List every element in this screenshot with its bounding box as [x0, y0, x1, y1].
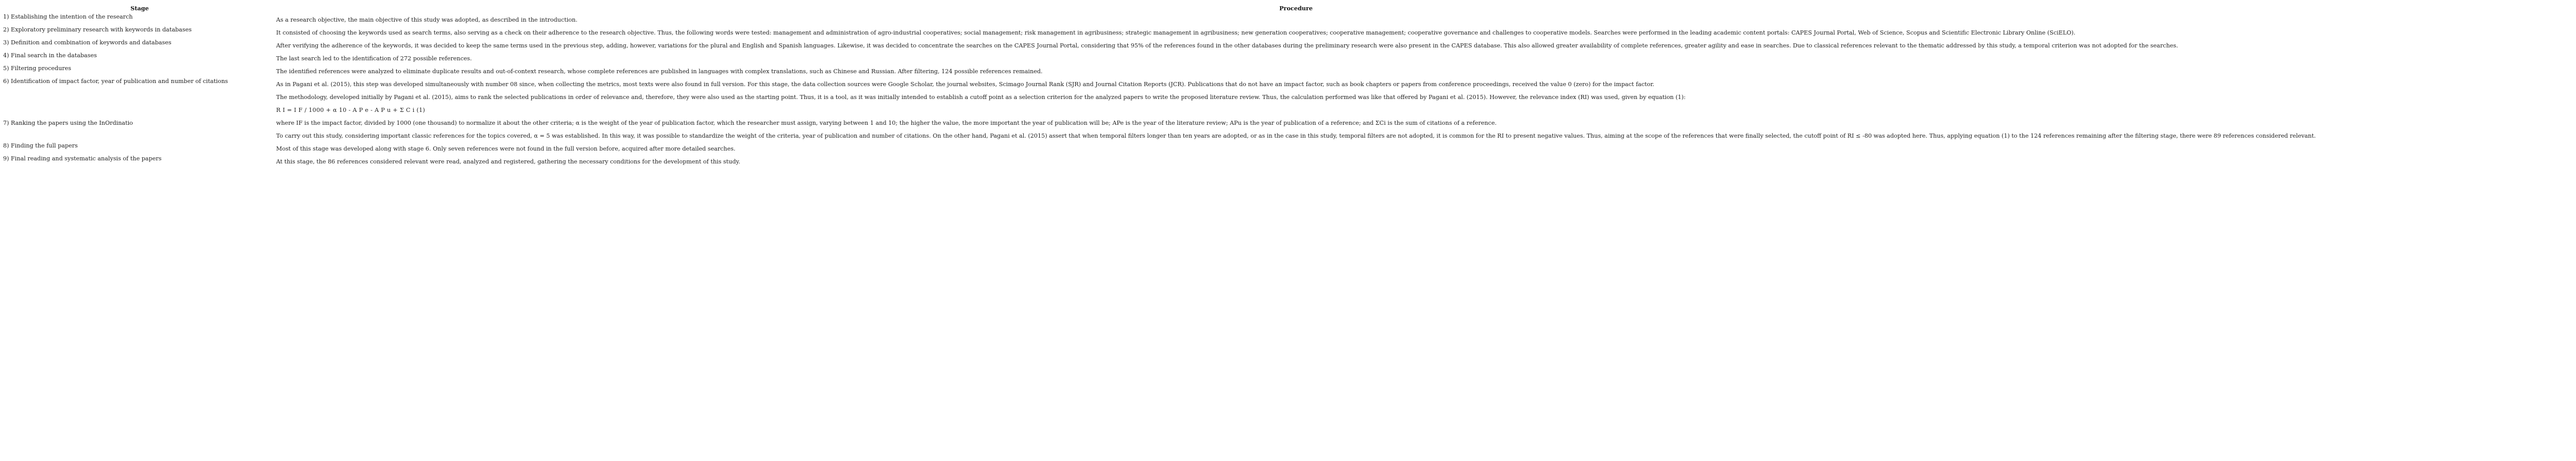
procedure-cell	[276, 155, 2316, 168]
procedure-line: where IF is the impact factor, divided by 1000 (one thousand) to normalize it about the other criteria; α is the weight of the year of publication factor, which the researcher must assign, varying between 1 and 10; the higher the value, the more important the year of publication will be; APe is the year of the literature review; APu is the year of publication of a reference; and ΣCi is the sum of citations of a reference.	[276, 119, 1497, 126]
procedure-line: After verifying the adherence of the keywords, it was decided to keep the same terms used in the previous step, adding, however, variations for the plural and English and Spanish languages. Likewise, it was decided to concentrate the searches on the CAPES Journal Portal, considering that 95% of the references found in the other databases during the preliminary research were also present in the CAPES database. This also allowed greater availability of complete references, greater agility and ease in searches. Due to classical references relevant to the thematic addressed by this study, a temporal criterion was not adopted for the searches.	[276, 42, 2178, 49]
procedure-cell	[276, 91, 2316, 142]
stage-cell: 3) Definition and combination of keywords and databases	[3, 39, 172, 46]
procedure-line: As in Pagani et al. (2015), this step was developed simultaneously with number 08 since, when collecting the metrics, most texts were also found in full version. For this stage, the data collection sources were Google Scholar, the journal websites, Scimago Journal Rank (SJR) and Journal Citation Reports (JCR). Publications that do not have an impact factor, such as book chapters or papers from conference proceedings, received the value 0 (zero) for the impact factor.	[276, 80, 1655, 88]
procedure-line: Most of this stage was developed along with stage 6. Only seven references were not found in the full version before, acquired after more detailed searches.	[276, 145, 736, 152]
procedure-cell	[276, 39, 2316, 52]
table-row	[3, 78, 2316, 91]
stage-label: 7) Ranking the papers using the InOrdinatio	[3, 119, 133, 126]
stage-cell: 1) Establishing the intention of the research	[3, 13, 133, 20]
table-row	[3, 39, 2316, 52]
procedure-line: As a research objective, the main objective of this study was adopted, as described in the introduction.	[276, 16, 578, 23]
stage-cell	[3, 91, 276, 142]
procedure-line: It consisted of choosing the keywords used as search terms, also serving as a check on their adherence to the research objective. Thus, the following words were tested: management and administration of agro-industrial cooperatives; social management; risk management in agribusiness; strategic management in agribusiness; new generation cooperatives; cooperative management; cooperative governance and challenges to cooperative models. Searches were performed in the leading academic content portals: CAPES Journal Portal, Web of Science, Scopus and Scientific Electronic Library Online (SciELO).	[276, 29, 2076, 36]
methodology-table	[3, 5, 2316, 168]
procedure-line: The last search led to the identification of 272 possible references.	[276, 55, 472, 62]
stage-cell: 4) Final search in the databases	[3, 52, 97, 59]
table-row	[3, 142, 2316, 155]
table-row	[3, 65, 2316, 78]
stage-cell: 8) Finding the full papers	[3, 142, 78, 149]
stage-header: Stage	[130, 5, 149, 12]
procedure-cell	[276, 52, 2316, 65]
procedure-line: To carry out this study, considering important classic references for the topics covered, α = 5 was established. In this way, it was possible to standardize the weight of the criteria, year of publication and number of citations. On the other hand, Pagani et al. (2015) assert that when temporal filters longer than ten years are adopted, or as in the case in this study, temporal filters are not adopted, it is common for the RI to present negative values. Thus, aiming at the scope of the references that were finally selected, the cutoff point of RI ≤ -80 was adopted here. Thus, applying equation (1) to the 124 references remaining after the filtering stage, there were 89 references considered relevant.	[276, 132, 2316, 139]
procedure-line: The methodology, developed initially by Pagani et al. (2015), aims to rank the selected publications in order of relevance and, therefore, they were also used as the starting point. Thus, it is a tool, as it was initially intended to establish a cutoff point as a selection criterion for the analyzed papers to write the proposed literature review. Thus, the calculation performed was like that offered by Pagani et al. (2015). However, the relevance index (RI) was used, given by equation (1):	[276, 93, 1686, 101]
procedure-cell	[276, 26, 2316, 39]
table-header-row	[3, 5, 2316, 13]
procedure-cell	[276, 13, 2316, 26]
table-row	[3, 155, 2316, 168]
table-row	[3, 52, 2316, 65]
table-row	[3, 26, 2316, 39]
procedure-line: At this stage, the 86 references considered relevant were read, analyzed and registered, gathering the necessary conditions for the development of this study.	[276, 158, 740, 165]
table-row	[3, 13, 2316, 26]
procedure-cell	[276, 142, 2316, 155]
stage-cell: 6) Identification of impact factor, year of publication and number of citations	[3, 77, 228, 85]
relevance-index-formula: R I = I F / 1000 + α 10 - A P e - A P u + Σ C i (1)	[276, 106, 426, 113]
procedure-cell	[276, 78, 2316, 91]
stage-cell: 9) Final reading and systematic analysis of the papers	[3, 155, 162, 162]
stage-cell: 2) Exploratory preliminary research with keywords in databases	[3, 26, 192, 33]
procedure-line: The identified references were analyzed to eliminate duplicate results and out-of-context research, whose complete references are published in languages with complex translations, such as Chinese and Russian. After filtering, 124 possible references remained.	[276, 68, 1043, 75]
procedure-header: Procedure	[1279, 5, 1313, 12]
stage-cell: 5) Filtering procedures	[3, 64, 72, 72]
table-row	[3, 91, 2316, 142]
procedure-cell	[276, 65, 2316, 78]
